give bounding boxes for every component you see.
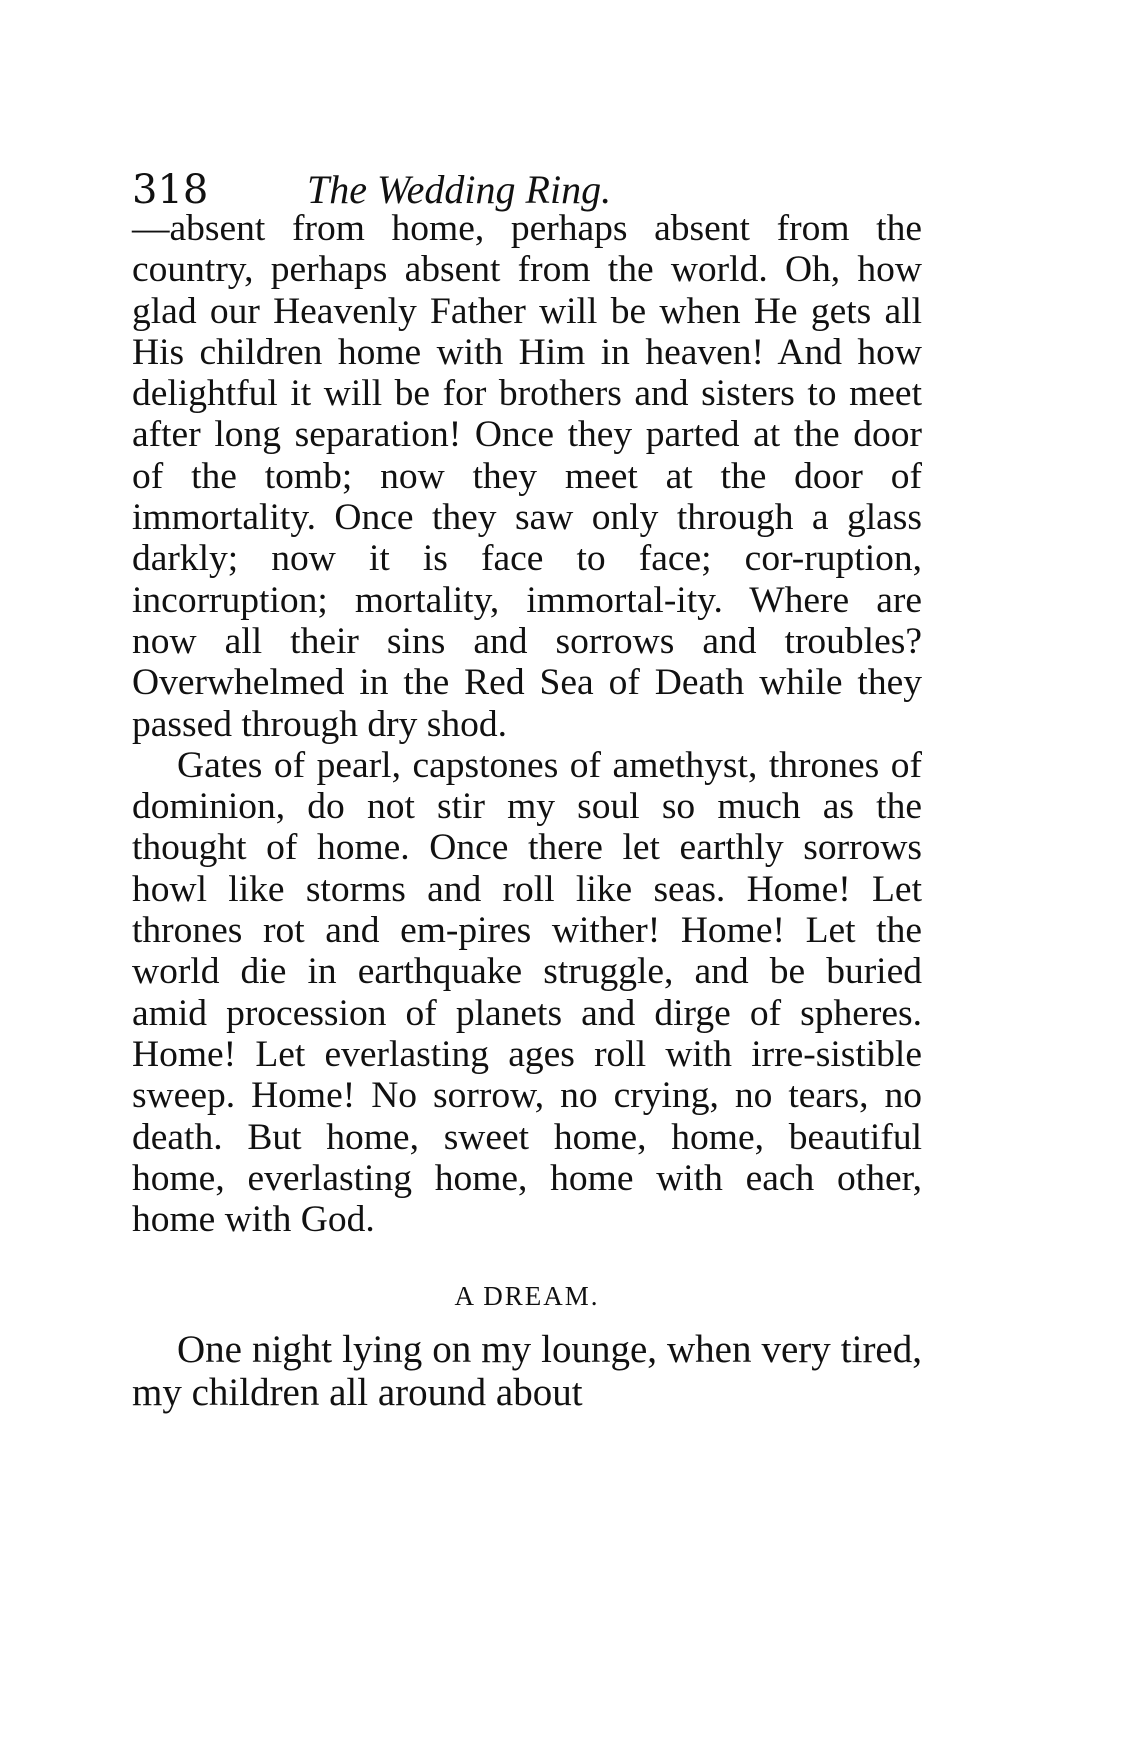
paragraph-1: —absent from home, perhaps absent from the country, perhaps absent from the world. Oh, how glad our Heavenly Father will be when He gets all His children home with Him in heaven! And how delightful it will be for brothers and sisters to meet after long separation! Once they parted at the door of the tomb; now they meet at the door of immortality. Once they saw only through a glass darkly; now it is face to face; cor-ruption, incorruption; mortality, immortal-ity. Where are now all their sins and sorrows and troubles? Overwhelmed in the Red Sea of Death while they passed through dry shod. [132,208,922,745]
running-title: The Wedding Ring. [307,167,612,212]
section-paragraph: One night lying on my lounge, when very tired, my children all around about [132,1328,922,1415]
body-text [132,208,922,1414]
page-number: 318 [132,167,209,213]
paragraph-2: Gates of pearl, capstones of amethyst, thrones of dominion, do not stir my soul so much as the thought of home. Once there let earthly sorrows howl like storms and roll like seas. Home! Let thrones rot and em-pires wither! Home! Let the world die in earthquake struggle, and be buried amid procession of planets and dirge of spheres. Home! Let everlasting ages roll with irre-sistible sweep. Home! No sorrow, no crying, no tears, no death. But home, sweet home, home, beautiful home, everlasting home, home with each other, home with God. [132,744,922,1241]
section-heading: A DREAM. [454,1281,600,1312]
